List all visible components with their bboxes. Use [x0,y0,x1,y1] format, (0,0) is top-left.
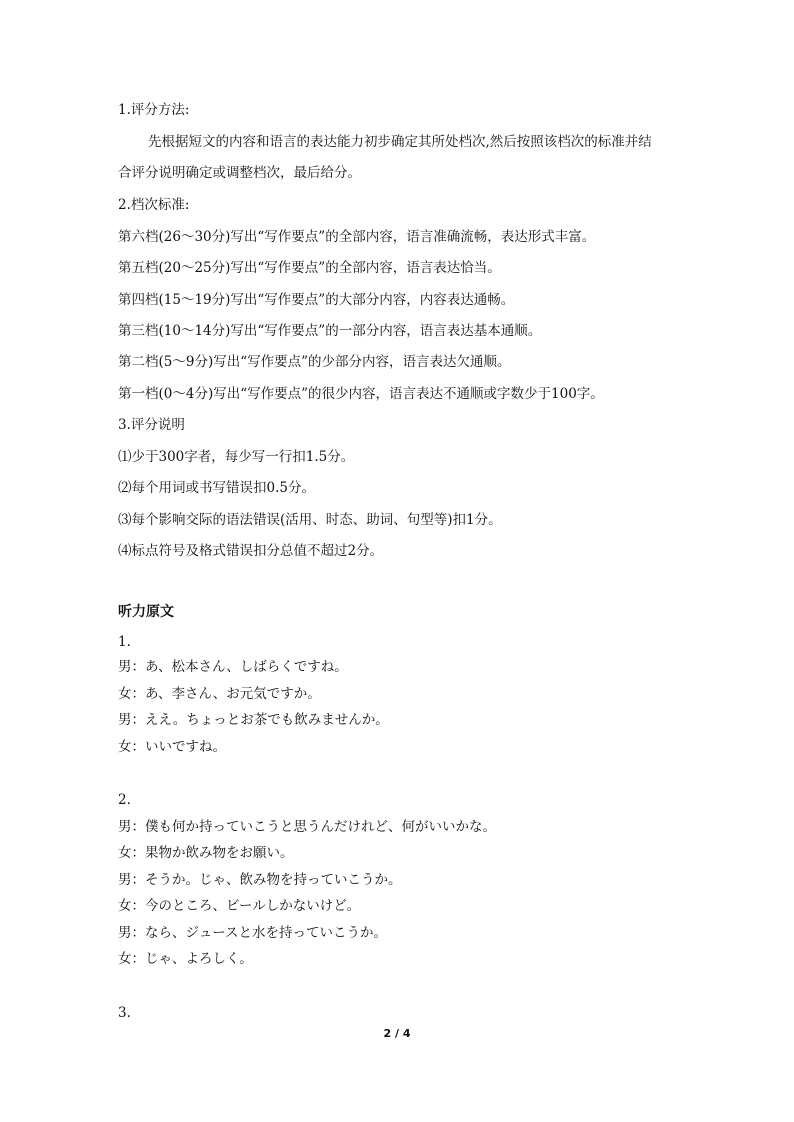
note-item: ⑷标点符号及格式错误扣分总值不超过2分。 [118,543,384,559]
dialog-line: 女：今のところ、ビールしかないけど。 [118,898,361,914]
levels-heading: 2.档次标准: [118,197,190,213]
dialog-line: 男：僕も何か持っていこうと思うんだけれど、何がいいかな。 [118,819,496,835]
page-indicator: 2 / 4 [383,1027,411,1040]
level-item: 第三档(10～14分)写出“写作要点”的一部分内容，语言表达基本通顺。 [118,323,542,339]
note-item: ⑵每个用词或书写错误扣0.5分。 [118,480,315,496]
level-item: 第五档(20～25分)写出“写作要点”的全部内容，语言表达恰当。 [118,260,501,276]
dialog-line: 男：なら、ジュースと水を持っていこうか。 [118,925,388,941]
dialog-line: 女：いいですね。 [118,739,226,755]
scoring-method-heading: 1.评分方法: [118,102,190,118]
note-item: ⑶每个影响交际的语法错误(活用、时态、助词、句型等)扣1分。 [118,512,502,528]
dialog-line: 女：あ、李さん、お元気ですか。 [118,686,321,702]
dialog-number: 1. [118,634,131,650]
dialog-line: 男：あ、松本さん、しばらくですね。 [118,659,348,675]
level-item: 第六档(26～30分)写出“写作要点”的全部内容，语言准确流畅，表达形式丰富。 [118,229,596,245]
dialog-number: 2. [118,792,131,808]
scoring-method-text: 先根据短文的内容和语言的表达能力初步确定其所处档次,然后按照该档次的标准并结 [148,134,652,150]
note-item: ⑴少于300字者，每少写一行扣1.5分。 [118,449,355,465]
dialog-line: 女：果物か飲み物をお願い。 [118,845,294,861]
dialog-line: 男：そうか。じゃ、飲み物を持っていこうか。 [118,872,402,888]
dialog-number: 3. [118,1005,131,1021]
scoring-method-text: 合评分说明确定或调整档次，最后给分。 [118,165,361,181]
notes-heading: 3.评分说明 [118,417,185,433]
level-item: 第四档(15～19分)写出“写作要点”的大部分内容，内容表达通畅。 [118,292,515,308]
dialog-line: 男：ええ。ちょっとお茶でも飲みませんか。 [118,712,389,728]
dialog-line: 女：じゃ、よろしく。 [118,951,253,967]
level-item: 第一档(0～4分)写出“写作要点”的很少内容，语言表达不通顺或字数少于100字。 [118,386,604,402]
level-item: 第二档(5～9分)写出“写作要点”的少部分内容，语言表达欠通顺。 [118,354,511,370]
listening-heading: 听力原文 [118,604,174,620]
